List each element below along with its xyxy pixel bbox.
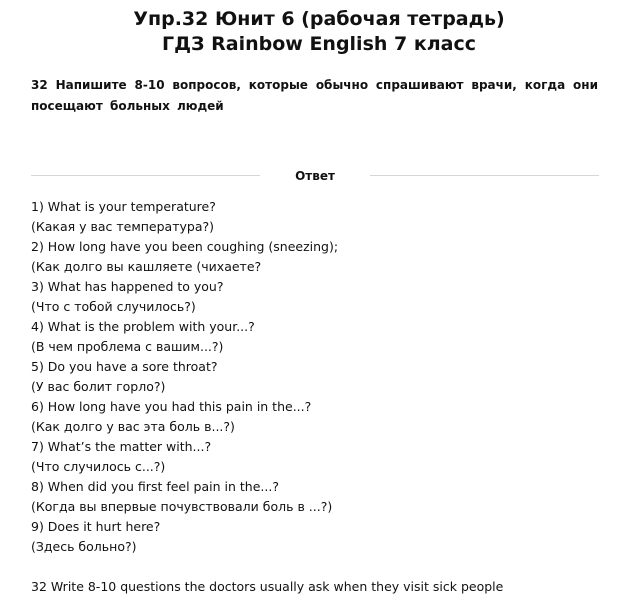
answer-line: 6) How long have you had this pain in the...? — [31, 399, 312, 414]
answer-line: 9) Does it hurt here? — [31, 519, 161, 534]
answer-heading: Ответ — [295, 169, 335, 183]
answer-line: (Что с тобой случилось?) — [31, 299, 196, 314]
answer-line: 3) What has happened to you? — [31, 279, 224, 294]
page-title: Упр.32 Юнит 6 (рабочая тетрадь) — [133, 8, 505, 30]
page-subtitle: ГДЗ Rainbow English 7 класс — [161, 33, 477, 55]
answer-line: (Когда вы впервые почувствовали боль в ...?) — [31, 499, 333, 514]
answer-line: 7) What’s the matter with...? — [31, 439, 212, 454]
answer-line: 2) How long have you been coughing (sneezing); — [31, 239, 339, 254]
divider-left — [31, 175, 260, 176]
answer-line: 1) What is your temperature? — [31, 199, 216, 214]
answer-line: (У вас болит горло?) — [31, 379, 166, 394]
answer-line: (Здесь больно?) — [31, 539, 137, 554]
task-statement: 32 Напишите 8-10 вопросов, которые обычно спрашивают врачи, когда они посещают больных людей — [31, 78, 598, 113]
task-english-translation: 32 Write 8-10 questions the doctors usually ask when they visit sick people — [31, 579, 504, 594]
answer-list — [31, 197, 611, 557]
answer-line: (Как долго у вас эта боль в...?) — [31, 419, 235, 434]
answer-line: (В чем проблема с вашим...?) — [31, 339, 224, 354]
answer-line: 5) Do you have a sore throat? — [31, 359, 218, 374]
divider-right — [370, 175, 599, 176]
answer-line: 8) When did you first feel pain in the...? — [31, 479, 279, 494]
answer-line: (Как долго вы кашляете (чихаете? — [31, 259, 262, 274]
answer-line: 4) What is the problem with your...? — [31, 319, 255, 334]
answer-line: (Какая у вас температура?) — [31, 219, 215, 234]
answer-line: (Что случилось с...?) — [31, 459, 166, 474]
